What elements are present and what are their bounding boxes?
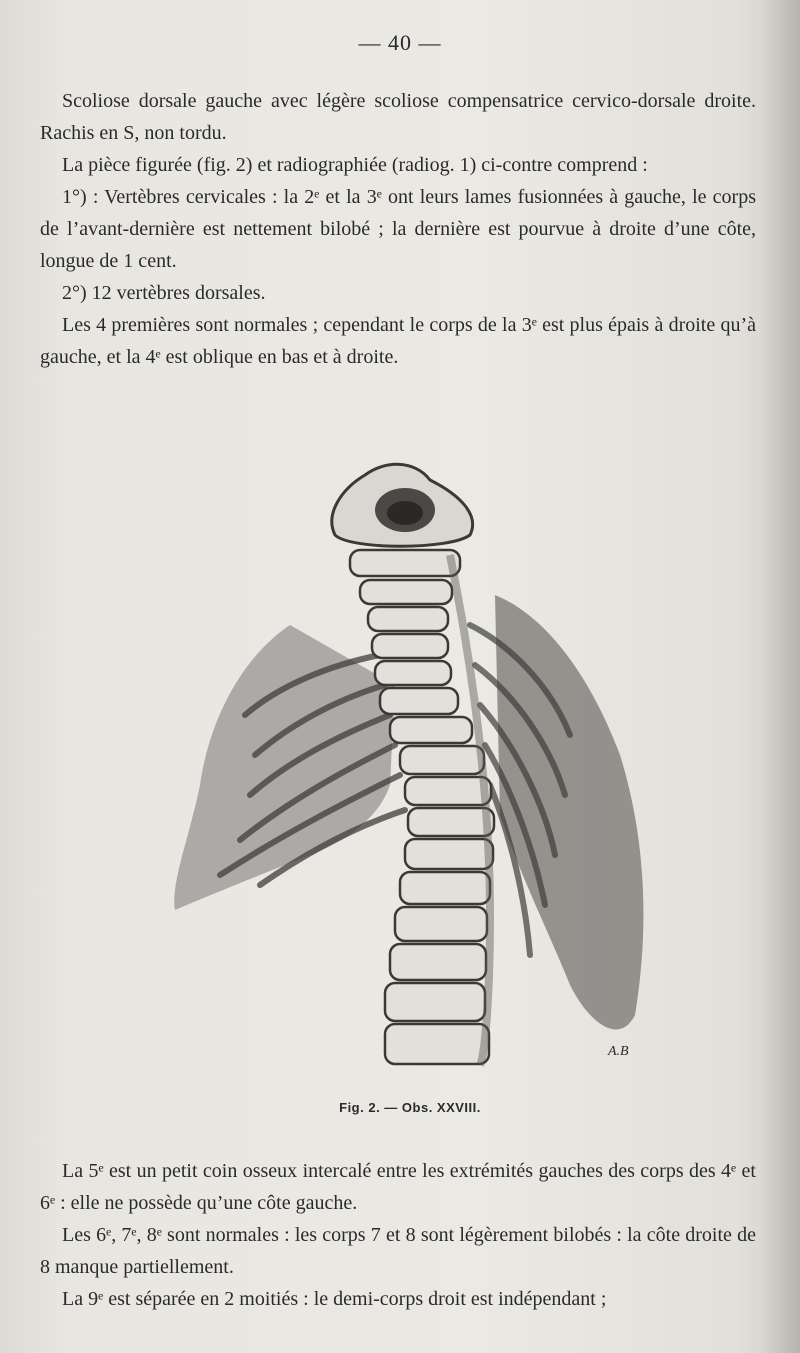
page-number: — 40 — [358,30,442,55]
paragraph: 2°) 12 vertèbres dorsales. [62,282,266,304]
text-block-top [40,85,756,373]
artist-signature: A.B [608,1044,629,1059]
paragraph: Scoliose dorsale gauche avec légère scoliose compensatrice cervico-dorsale droite. Rachis en S, non tordu. [40,90,756,144]
page-edge-shadow [760,0,800,1353]
paragraph: Les 6ᵉ, 7ᵉ, 8ᵉ sont normales : les corps 7 et 8 sont légèrement bilobés : la côte droite de 8 manque partiellement. [40,1224,756,1278]
text-block-bottom [40,1155,756,1315]
paragraph: La 9ᵉ est séparée en 2 moitiés : le demi-corps droit est indépendant ; [62,1288,607,1310]
paragraph: La 5ᵉ est un petit coin osseux intercalé entre les extrémités gauches des corps des 4ᵉ et 6ᵉ : elle ne possède qu’une côte gauche. [40,1160,756,1214]
paragraph: Les 4 premières sont normales ; cependant le corps de la 3ᵉ est plus épais à droite qu’à gauche, et la 4ᵉ est oblique en bas et à droite. [40,314,756,368]
spine-illustration [150,455,660,1095]
paragraph: La pièce figurée (fig. 2) et radiographiée (radiog. 1) ci-contre comprend : [62,154,648,176]
paragraph: 1°) : Vertèbres cervicales : la 2ᵉ et la 3ᵉ ont leurs lames fusionnées à gauche, le corps de l’avant-dernière est nettement bilobé ; la dernière est pourvue à droite d’une côte, longue de 1 cent. [40,186,756,272]
figure-caption: Fig. 2. — Obs. XXVIII. [339,1100,481,1115]
cervical-vertebra [332,464,473,546]
